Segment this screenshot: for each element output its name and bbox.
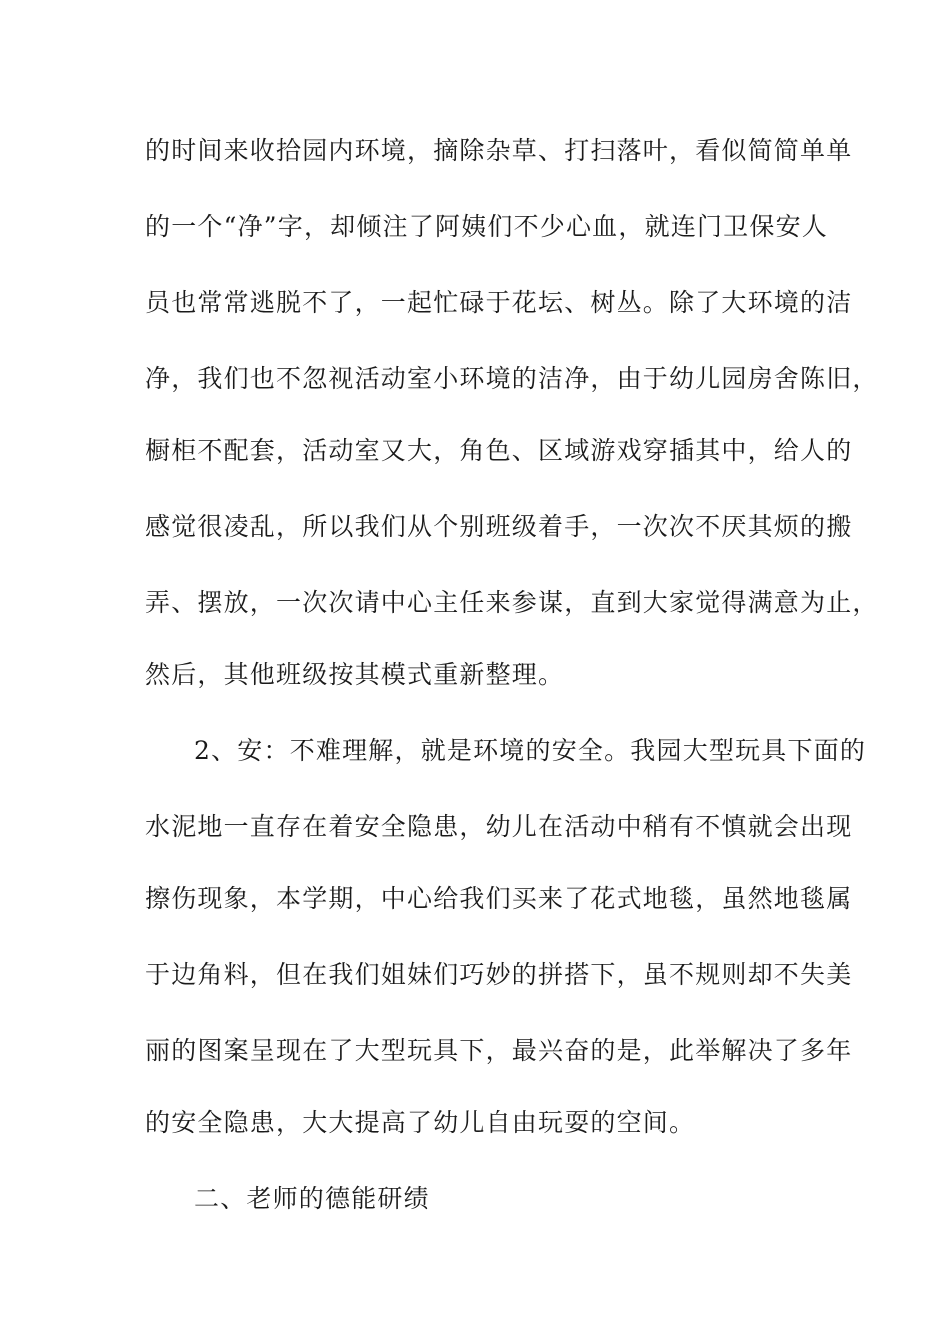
- paragraph-2-line-3: 擦伤现象，本学期，中心给我们买来了花式地毯，虽然地毯属: [145, 884, 853, 913]
- paragraph-1-line-5: 橱柜不配套，活动室又大，角色、区域游戏穿插其中，给人的: [145, 436, 853, 465]
- paragraph-2-line-6: 的安全隐患，大大提高了幼儿自由玩耍的空间。: [145, 1108, 696, 1137]
- paragraph-2-line-4: 于边角料，但在我们姐妹们巧妙的拼搭下，虽不规则却不失美: [145, 960, 853, 989]
- paragraph-1-line-7: 弄、摆放，一次次请中心主任来参谋，直到大家觉得满意为止，: [145, 588, 879, 617]
- paragraph-1-line-3: 员也常常逃脱不了，一起忙碌于花坛、树丛。除了大环境的洁: [145, 288, 853, 317]
- paragraph-1-line-2: 的一个“净”字，却倾注了阿姨们不少心血，就连门卫保安人: [145, 212, 828, 241]
- paragraph-1-line-8: 然后，其他班级按其模式重新整理。: [145, 660, 565, 689]
- paragraph-2-line-2: 水泥地一直存在着安全隐患，幼儿在活动中稍有不慎就会出现: [145, 812, 853, 841]
- paragraph-1-line-4: 净，我们也不忽视活动室小环境的洁净，由于幼儿园房舍陈旧，: [145, 364, 879, 393]
- paragraph-1-line-6: 感觉很凌乱，所以我们从个别班级着手，一次次不厌其烦的搬: [145, 512, 853, 541]
- paragraph-2-line-1: 2、安：不难理解，就是环境的安全。我园大型玩具下面的: [194, 736, 867, 765]
- paragraph-2-line-5: 丽的图案呈现在了大型玩具下，最兴奋的是，此举解决了多年: [145, 1036, 853, 1065]
- section-heading: 二、老师的德能研绩: [194, 1184, 430, 1213]
- paragraph-1-line-1: 的时间来收拾园内环境，摘除杂草、打扫落叶，看似简简单单: [145, 136, 853, 165]
